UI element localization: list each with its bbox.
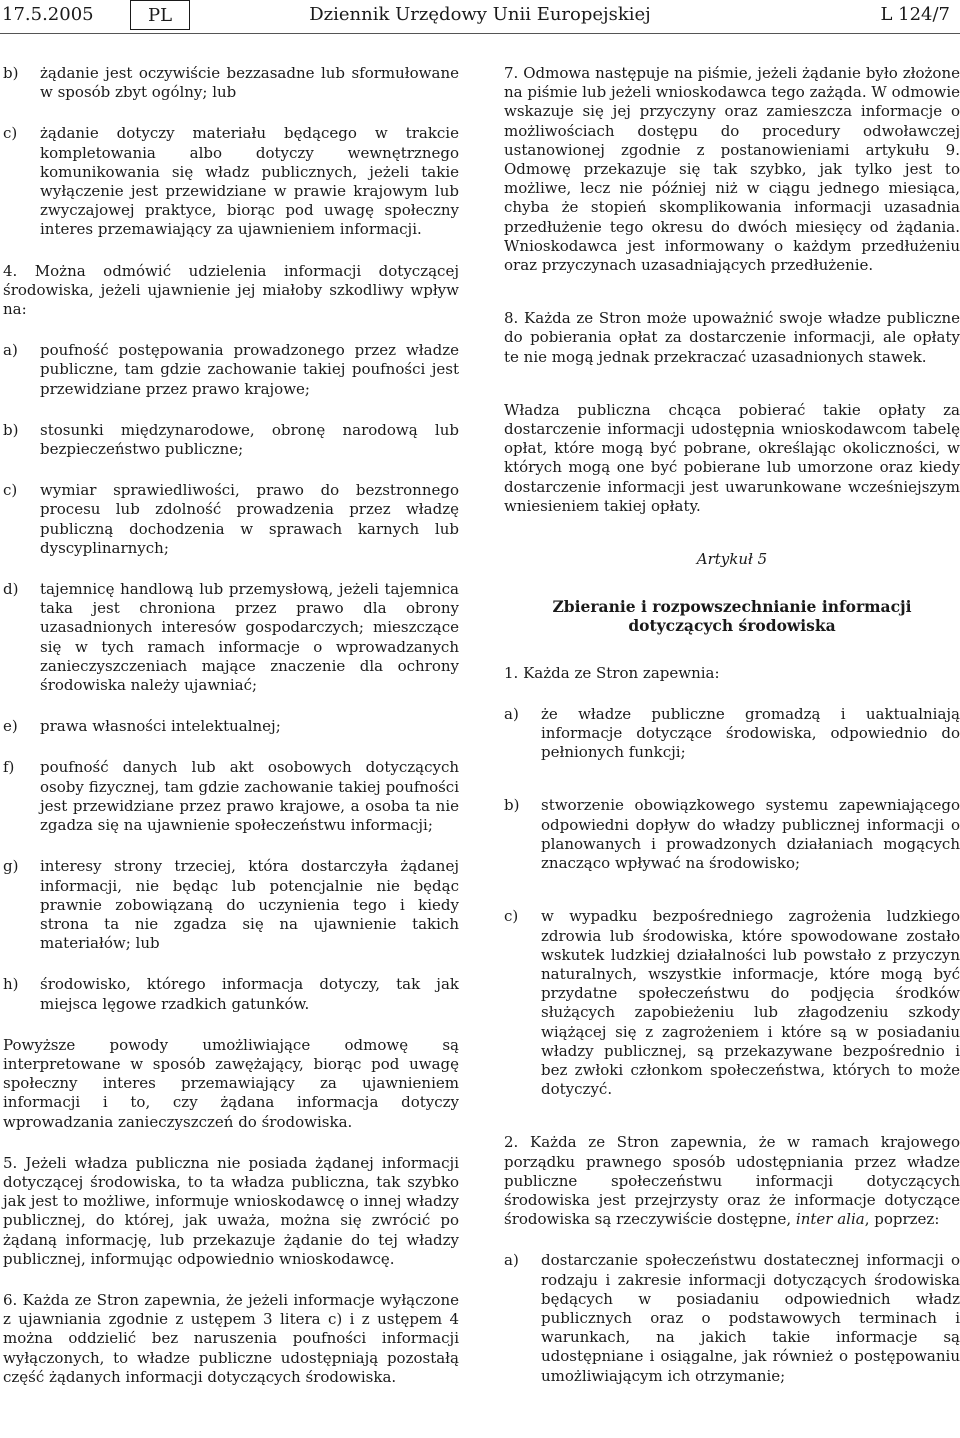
right-column (504, 64, 960, 1386)
item-label: b) (3, 420, 19, 439)
item-text: wymiar sprawiedliwości, prawo do bezstronnego procesu lub zdolność prowadzenia przez władzę publiczną dochodzenia w sprawach karnych lub dyscyplinarnych; (40, 481, 459, 557)
left-column (3, 64, 459, 1387)
item-label: g) (3, 857, 19, 876)
journal-title: Dziennik Urzędowy Unii Europejskiej (309, 4, 651, 25)
item-text: tajemnicę handlową lub przemysłową, jeżeli tajemnica taka jest chroniona przez prawo dla obrony uzasadnionych interesów gospodarczych; mieszczące się w tych ramach informacje o wprowadzanych zanieczyszczeniach mające znaczenie dla ochrony środowiska należy ujawniać; (40, 580, 459, 695)
paragraph-2-end: , poprzez: (864, 1210, 940, 1229)
list-item (3, 758, 459, 835)
list-item (504, 1251, 960, 1385)
page-header (0, 0, 960, 34)
item-text: że władze publiczne gromadzą i uaktualniają informacje dotyczące środowiska, odpowiednio do pełnionych funkcji; (541, 704, 960, 762)
list-item (504, 796, 960, 873)
list-item (3, 124, 459, 239)
list-item (3, 975, 459, 1013)
paragraph-6: 6. Każda ze Stron zapewnia, że jeżeli informacje wyłączone z ujawniania zgodnie z ustępem 3 litera c) i z ustępem 4 można oddzielić bez naruszenia poufności informacji wyłączonych, to władze publiczne udostępniają pozostałą część żądanych informacji dotyczących środowiska. (3, 1290, 459, 1386)
item-text: stosunki międzynarodowe, obronę narodową lub bezpieczeństwo publiczne; (40, 420, 459, 459)
article-heading: Zbieranie i rozpowszechnianie informacji dotyczących środowiska (552, 597, 912, 636)
paragraph-reasons: Powyższe powody umożliwiające odmowę są interpretowane w sposób zawężający, biorąc pod uwagę społeczny interes przemawiający za ujawnieniem informacji i to, czy żądana informacja dotyczy wprowadzania zanieczyszczeń do środowiska. (3, 1035, 459, 1131)
language-badge: PL (130, 0, 190, 30)
item-label: a) (3, 341, 18, 360)
item-label: d) (3, 580, 19, 599)
paragraph-4: 4. Można odmówić udzielenia informacji dotyczącej środowiska, jeżeli ujawnienie jej miałoby szkodliwy wpływ na: (3, 261, 459, 319)
item-label: c) (3, 124, 18, 143)
item-text: poufność postępowania prowadzonego przez władze publiczne, tam gdzie zachowanie takiej poufności jest przewidziane przez prawo krajowe; (40, 341, 459, 398)
list-item (504, 705, 960, 763)
item-text: interesy strony trzeciej, która dostarczyła żądanej informacji, nie będąc lub potencjalnie nie będąc prawnie zobowiązaną do uczynienia tego i kiedy strona ta nie zgadza się na ujawnienie takich materiałów; lub (40, 857, 459, 953)
list-item (3, 421, 459, 459)
paragraph-5: 5. Jeżeli władza publiczna nie posiada żądanej informacji dotyczącej środowiska, to ta władza publiczna, tak szybko jak jest to możliwe, informuje wnioskodawcę o innej władzy publicznej, do której, jak uważa, można się zwrócić po żądaną informację, lub przekazuje żądanie do tej władzy publicznej, informując odpowiednio wnioskodawcę. (3, 1153, 459, 1268)
paragraph-fees: Władza publiczna chcąca pobierać takie opłaty za dostarczenie informacji udostępnia wnioskodawcom tabelę opłat, które mogą być pobrane, określając okoliczności, w których mogą one być pobierane lub umorzone oraz kiedy dostarczenie informacji jest uwarunkowane wcześniejszym wniesieniem takiej opłaty. (504, 400, 960, 515)
item-text: w wypadku bezpośredniego zagrożenia ludzkiego zdrowia lub środowiska, które spowodowane zostało wskutek ludzkiej działalności lub powstało z przyczyn naturalnych, wszystkie informacje, które mogą być przydatne społeczeństwu do podjęcia środków służących zapobieżeniu lub złagodzeniu szkody wiążącej się z zagrożeniem i które są w posiadaniu władzy publicznej, są przekazywane bezpośrednio i bez zwłoki członkom społeczeństwa, których to może dotyczyć. (541, 907, 960, 1099)
item-label: a) (504, 704, 519, 723)
item-text: prawa własności intelektualnej; (40, 717, 281, 736)
item-text: żądanie dotyczy materiału będącego w trakcie kompletowania albo dotyczy wewnętrznego komunikowania się władz publicznych, jeżeli takie wyłączenie jest przewidziane w prawie krajowym lub zwyczajowej praktyce, biorąc pod uwagę społeczny interes przemawiający za ujawnieniem informacji. (40, 124, 459, 239)
item-label: h) (3, 975, 19, 994)
item-label: b) (504, 796, 520, 815)
paragraph-2-text: 2. Każda ze Stron zapewnia, że w ramach krajowego porządku prawnego sposób udostępniania przez władze publiczne społeczeństwu informacji dotyczących środowiska jest przejrzysty oraz że informacje dotyczące środowiska są rzeczywiście dostępne, (504, 1133, 960, 1229)
paragraph-1: 1. Każda ze Stron zapewnia: (504, 663, 720, 682)
item-text: stworzenie obowiązkowego systemu zapewniającego odpowiedni dopływ do władzy publicznej informacji o planowanych i prowadzonych działaniach mogących znacząco wpływać na środowisko; (541, 796, 960, 873)
header-rule (0, 33, 960, 34)
paragraph-8: 8. Każda ze Stron może upoważnić swoje władze publiczne do pobierania opłat za dostarczenie informacji, ale opłaty te nie mogą jednak przekraczać uzasadnionych stawek. (504, 309, 960, 366)
item-label: b) (3, 64, 19, 82)
list-item (3, 341, 459, 399)
list-item (504, 907, 960, 1099)
paragraph-7: 7. Odmowa następuje na piśmie, jeżeli żądanie było złożone na piśmie lub jeżeli wnioskodawca tego zażąda. W odmowie wskazuje się jej przyczyny oraz zamieszcza informacje o możliwościach dostępu do procedury odwoławczej ustanowionej zgodnie z postanowieniami artykułu 9. Odmowę przekazuje się tak szybko, jak tylko jest to możliwe, lecz nie później niż w ciągu jednego miesiąca, chyba że stopień skomplikowania informacji uzasadnia przedłużenie tego okresu do dwóch miesięcy od żądania. Wnioskodawca jest informowany o każdym przedłużeniu oraz przyczynach uzasadniających przedłużenie. (504, 64, 960, 275)
item-text: środowisko, którego informacja dotyczy, tak jak miejsca lęgowe rzadkich gatunków. (40, 975, 459, 1013)
list-item (3, 481, 459, 558)
publication-date: 17.5.2005 (2, 4, 94, 25)
item-label: f) (3, 758, 15, 777)
item-label: c) (3, 481, 18, 500)
list-item (3, 857, 459, 953)
article-title: Artykuł 5 (696, 550, 768, 569)
paragraph-2 (504, 1133, 960, 1229)
item-label: c) (504, 907, 519, 926)
paragraph-2-italic: inter alia (795, 1210, 865, 1229)
item-label: a) (504, 1251, 519, 1270)
list-item (3, 717, 459, 736)
list-item (3, 64, 459, 102)
item-text: dostarczanie społeczeństwu dostatecznej informacji o rodzaju i zakresie informacji dotyczących środowiska będących w posiadaniu odpowiednich władz publicznych oraz o podstawowych terminach i warunkach, na jakich takie informacje są udostępniane i osiągalne, jak również o postępowaniu umożliwiającym ich otrzymanie; (541, 1251, 960, 1385)
item-text: żądanie jest oczywiście bezzasadne lub sformułowane w sposób zbyt ogólny; lub (40, 64, 459, 102)
list-item (3, 580, 459, 695)
item-label: e) (3, 717, 18, 736)
item-text: poufność danych lub akt osobowych dotyczących osoby fizycznej, tam gdzie zachowanie takiej poufności jest przewidziane przez prawo krajowe, a osoba ta nie zgadza się na ujawnienie społeczeństwu informacji; (40, 758, 459, 835)
page-number: L 124/7 (880, 4, 950, 25)
